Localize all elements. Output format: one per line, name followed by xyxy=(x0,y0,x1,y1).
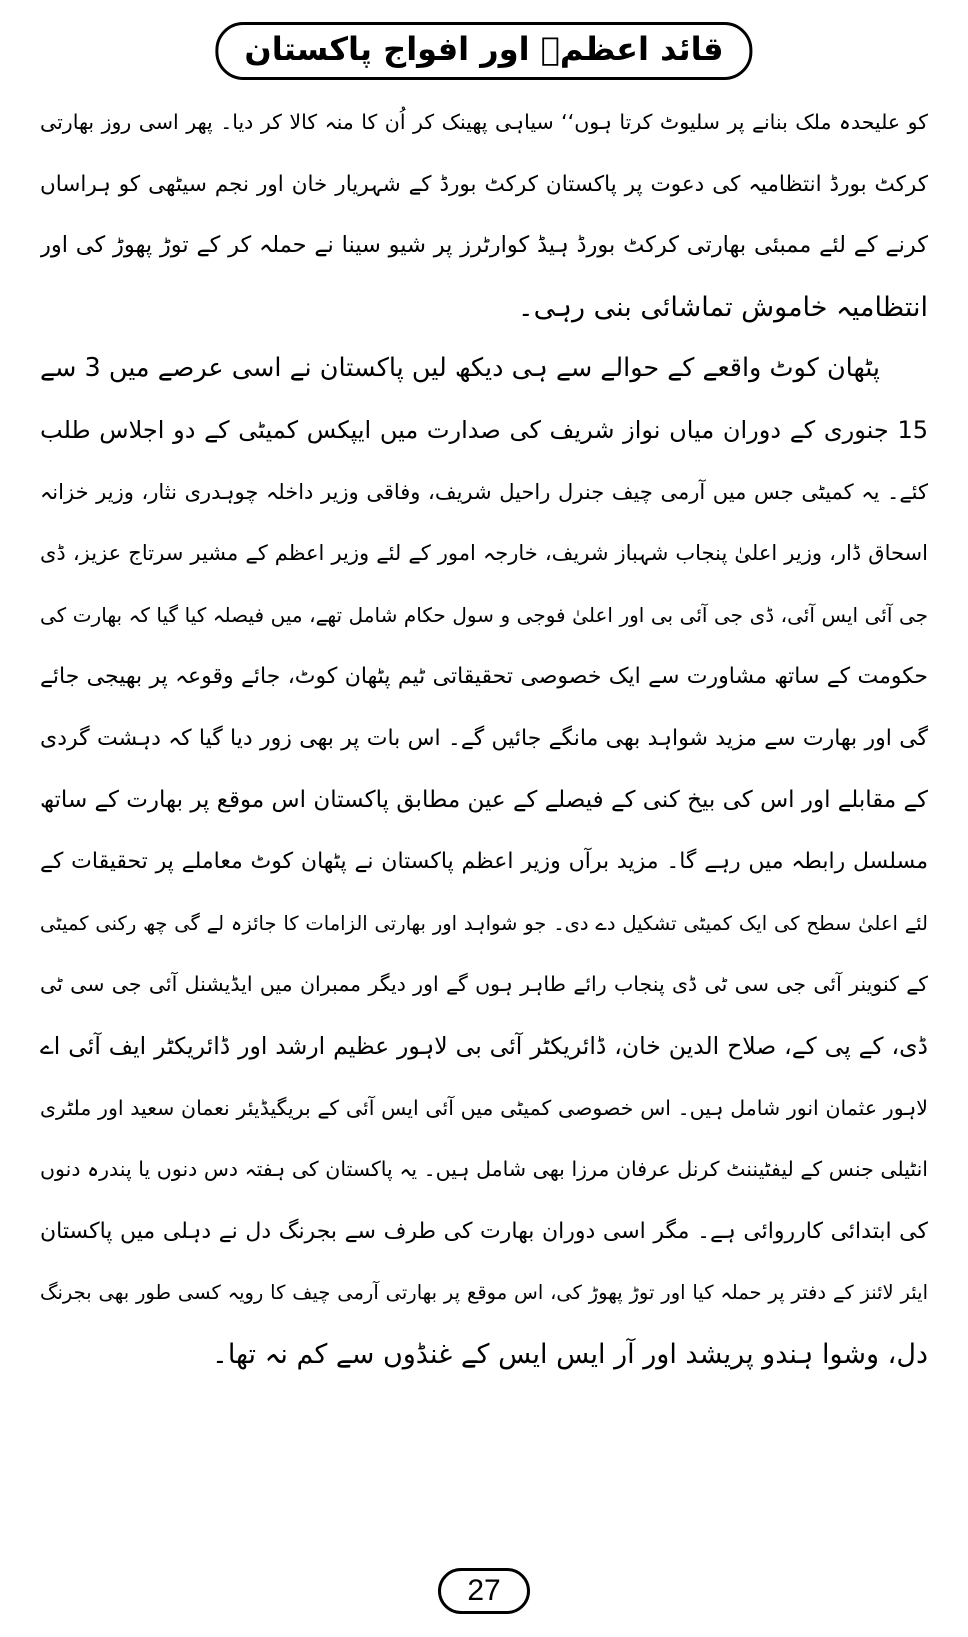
page-number xyxy=(438,1568,530,1614)
text-line: اسحاق ڈار، وزیر اعلیٰ پنجاب شہباز شریف، خارجہ امور کے لئے وزیر اعظم کے مشیر سرتاج عزیز، ڈی xyxy=(40,541,928,566)
text-line: پٹھان کوٹ واقعے کے حوالے سے ہی دیکھ لیں پاکستان نے اسی عرصے میں 3 سے xyxy=(40,353,880,384)
text-line: لئے اعلیٰ سطح کی ایک کمیٹی تشکیل دے دی۔ جو شواہد اور بھارتی الزامات کا جائزہ لے گی چھ رکنی کمیٹی xyxy=(40,911,928,935)
text-line: لاہور عثمان انور شامل ہیں۔ اس خصوصی کمیٹی میں آئی ایس آئی کے بریگیڈیئر نعمان سعید اور ملٹری xyxy=(40,1095,928,1120)
text-line: حکومت کے ساتھ مشاورت سے ایک خصوصی تحقیقاتی ٹیم پٹھان کوٹ، جائے وقوعہ پر بھیجی جائے xyxy=(40,664,928,690)
body-text xyxy=(40,92,928,1385)
text-line: جی آئی ایس آئی، ڈی جی آئی بی اور اعلیٰ فوجی و سول حکام شامل تھے، میں فیصلہ کیا گیا کہ بھارت کی xyxy=(40,602,928,627)
header-title: قائد اعظمؒ اور افواج پاکستان xyxy=(244,30,724,68)
text-line: 15 جنوری کے دوران میاں نواز شریف کی صدارت میں ایپکس کمیٹی کے دو اجلاس طلب xyxy=(40,415,928,444)
text-line: گی اور بھارت سے مزید شواہد بھی مانگے جائیں گے۔ اس بات پر بھی زور دیا گیا کہ دہشت گردی xyxy=(40,725,928,751)
text-line: کرکٹ بورڈ انتظامیہ کی دعوت پر پاکستان کرکٹ بورڈ کے شہریار خان اور نجم سیٹھی کو ہراساں xyxy=(40,171,928,197)
text-line: کو علیحدہ ملک بنانے پر سلیوٹ کرتا ہوں‘‘ سیاہی پھینک کر اُن کا منہ کالا کر دیا۔ پھر اسی روز بھارتی xyxy=(40,110,928,134)
running-header xyxy=(215,22,752,80)
text-line: دل، وشوا ہندو پریشد اور آر ایس ایس کے غنڈوں سے کم نہ تھا۔ xyxy=(212,1338,928,1370)
paragraph-1 xyxy=(40,92,928,338)
text-line: انٹیلی جنس کے لیفٹیننٹ کرنل عرفان مرزا بھی شامل ہیں۔ یہ پاکستان کی ہفتہ دس دنوں یا پندرہ دنوں xyxy=(40,1157,928,1182)
paragraph-2 xyxy=(40,338,928,1385)
text-line: کی ابتدائی کارروائی ہے۔ مگر اسی دوران بھارت کی طرف سے بجرنگ دل نے دہلی میں پاکستان xyxy=(40,1218,928,1244)
text-line: مسلسل رابطہ میں رہے گا۔ مزید برآں وزیر اعظم پاکستان نے پٹھان کوٹ معاملے پر تحقیقات کے xyxy=(40,849,928,875)
text-line: انتظامیہ خاموش تماشائی بنی رہی۔ xyxy=(517,291,928,323)
text-line: کے مقابلے اور اس کی بیخ کنی کے فیصلے کے عین مطابق پاکستان اس موقع پر بھارت کے ساتھ xyxy=(40,786,928,813)
text-line: کے کنوینر آئی جی سی ٹی ڈی پنجاب رائے طاہر ہوں گے اور دیگر ممبران میں ایڈیشنل آئی جی سی ٹی xyxy=(40,972,928,997)
text-line: کرنے کے لئے ممبئی بھارتی کرکٹ بورڈ ہیڈ کوارٹرز پر شیو سینا نے حملہ کر کے توڑ پھوڑ کی اور xyxy=(40,232,928,259)
text-line: کئے۔ یہ کمیٹی جس میں آرمی چیف جنرل راحیل شریف، وفاقی وزیر داخلہ چوہدری نثار، وزیر خزانہ xyxy=(40,479,928,504)
text-line: ایئر لائنز کے دفتر پر حملہ کیا اور توڑ پھوڑ کی، اس موقع پر بھارتی آرمی چیف کا رویہ کسی طور بھی بجرنگ xyxy=(40,1281,928,1305)
page-number-label: 27 xyxy=(467,1574,501,1607)
text-line: ڈی، کے پی کے، صلاح الدین خان، ڈائریکٹر آئی بی لاہور عظیم ارشد اور ڈائریکٹر ایف آئی اے xyxy=(40,1031,928,1060)
